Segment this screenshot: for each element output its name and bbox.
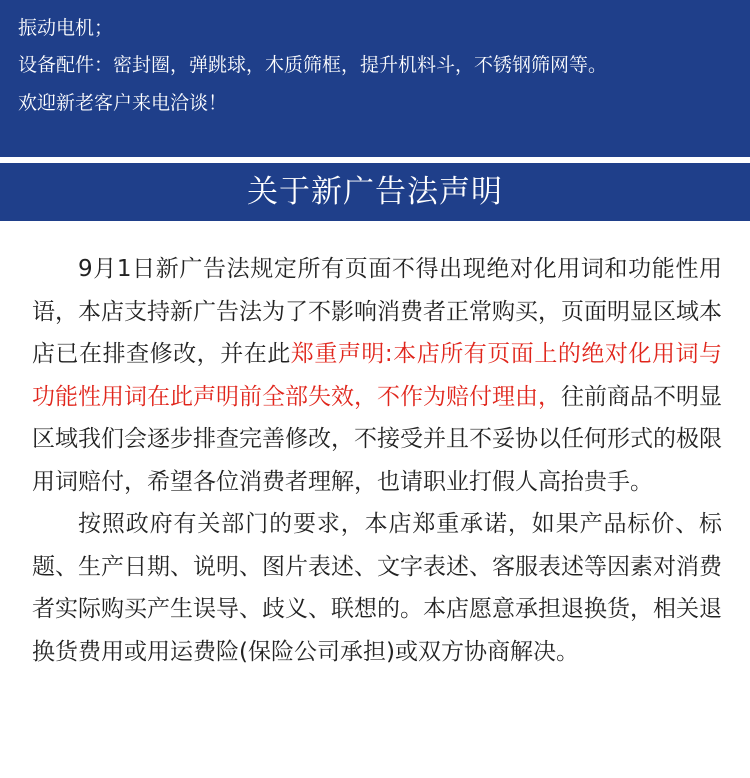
solemn-declaration-highlight: 郑重声明:本店所有页面上的绝对化用词与功能性用词在此声明前全部失效，不作为赔付理由， — [32, 341, 723, 410]
statement-content — [32, 248, 722, 673]
info-line-motor: 振动电机； — [18, 17, 114, 39]
paragraph-1-text-before: 9月1日新广告法规定所有页面不得出现绝对化用词和功能性用语，本店支持新广告法为了不影响消费者正常购买，页面明显区域本店已在排查修改，并在此 — [32, 256, 722, 367]
info-line-welcome: 欢迎新老客户来电洽谈！ — [18, 92, 228, 114]
info-line-accessories: 设备配件：密封圈，弹跳球，木质筛框，提升机料斗，不锈钢筛网等。 — [18, 54, 608, 76]
section-heading: 关于新广告法声明 — [0, 163, 750, 221]
paragraph-1-text-after: 往前商品不明显区域我们会逐步排查完善修改，不接受并且不妥协以任何形式的极限用词赔付，希望各位消费者理解，也请职业打假人高抬贵手。 — [32, 383, 722, 495]
statement-paragraph-1 — [32, 248, 722, 503]
product-info-panel — [0, 0, 750, 157]
statement-paragraph-2: 按照政府有关部门的要求，本店郑重承诺，如果产品标价、标题、生产日期、说明、图片表述、文字表述、客服表述等因素对消费者实际购买产生误导、歧义、联想的。本店愿意承担退换货，相关退换货费用或用运费险(保险公司承担)或双方协商解决。 — [32, 511, 722, 665]
